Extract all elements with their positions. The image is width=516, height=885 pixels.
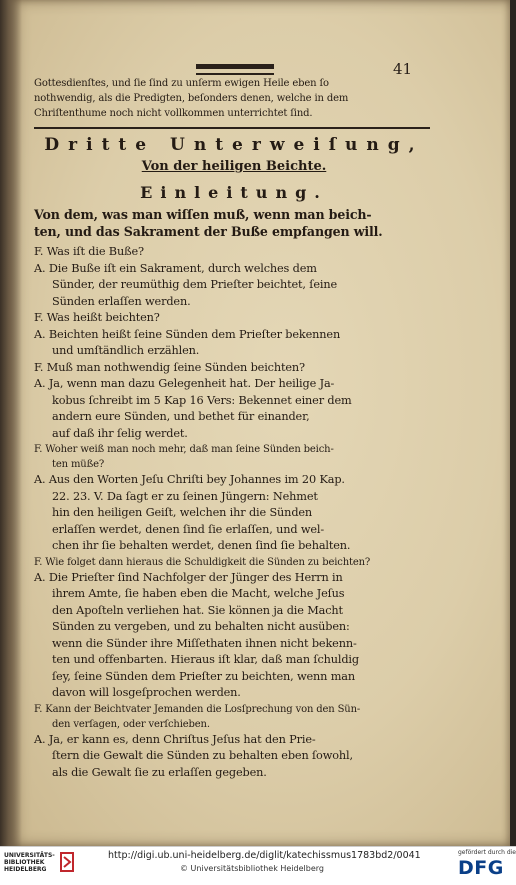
- header-rule-thick: [196, 64, 274, 69]
- body-line: wenn die Sünder ihre Miſſethaten ihnen nicht bekenn-: [52, 636, 357, 650]
- header-rule-thin: [196, 73, 274, 75]
- logo-line-1: UNIVERSITÄTS-: [4, 852, 55, 859]
- body-line: ſtern die Gewalt die Sünden zu behalten eben ſowohl,: [52, 749, 353, 762]
- carryover-paragraph: [34, 76, 434, 121]
- intro-line: Von dem, was man wiſſen muß, wenn man beich-: [34, 207, 372, 222]
- body-line: ten müße?: [52, 459, 105, 470]
- body-line: kobus ſchreibt im 5 Kap 16 Vers: Bekennet einer dem: [52, 393, 352, 407]
- body-line: F. Was iſt die Buße?: [34, 245, 144, 258]
- page-number: 41: [393, 60, 413, 78]
- body-line: Sünder, der reumüthig dem Prieſter beichtet, ſeine: [52, 278, 337, 291]
- body-line: A. Ja, er kann es, denn Chriſtus Jeſus hat den Prie-: [34, 732, 316, 746]
- carryover-line: Gottesdienſtes, und ſie ſind zu unſerm ewigen Heile eben ſo: [34, 78, 329, 89]
- page-text: [34, 76, 434, 781]
- body-line: auf daß ihr ſelig werdet.: [52, 426, 188, 440]
- section-subheading: Von der heiligen Beichte.: [141, 159, 327, 174]
- book-binding: [0, 0, 22, 846]
- body-line: den Apoſteln verliehen hat. Sie können ja die Macht: [52, 603, 343, 617]
- copyright-notice: © Universitätsbibliothek Heidelberg: [180, 864, 325, 873]
- body-line: als die Gewalt ſie zu erlaſſen gegeben.: [52, 765, 267, 779]
- body-line: F. Woher weiß man noch mehr, daß man ſeine Sünden beich-: [34, 444, 334, 455]
- body-line: A. Beichten heißt ſeine Sünden dem Prieſter bekennen: [34, 327, 341, 341]
- body-line: A. Die Buße iſt ein Sakrament, durch welches dem: [34, 261, 317, 275]
- body-line: A. Aus den Worten Jeſu Chriſti bey Johannes im 20 Kap.: [34, 473, 345, 486]
- intro-line: ten, und das Sakrament der Buße empfangen will.: [34, 224, 383, 239]
- body-line: A. Die Prieſter ſind Nachfolger der Jünger des Herrn in: [34, 570, 343, 584]
- body-line: andern eure Sünden, und bethet für einander,: [52, 410, 310, 423]
- body-line: A. Ja, wenn man dazu Gelegenheit hat. Der heilige Ja-: [34, 377, 335, 390]
- section-rule: [34, 127, 430, 129]
- introduction-heading: Einleitung.: [140, 183, 328, 202]
- catechism-body: [34, 244, 434, 781]
- body-line: Sünden zu vergeben, und zu behalten nicht ausüben:: [52, 620, 350, 633]
- university-library-logo[interactable]: [4, 852, 56, 873]
- body-line: Sünden erlaſſen werden.: [52, 294, 191, 308]
- body-line: ten und offenbarten. Hieraus iſt klar, daß man ſchuldig: [52, 653, 359, 666]
- body-line: F. Muß man nothwendig ſeine Sünden beichten?: [34, 360, 305, 374]
- body-line: und umſtändlich erzählen.: [52, 344, 200, 357]
- funding-label: gefördert durch die: [458, 849, 516, 856]
- body-line: erlaſſen werdet, denen ſind ſie erlaſſen, und wel-: [52, 522, 325, 536]
- logo-line-3: HEIDELBERG: [4, 866, 47, 873]
- body-line: ſey, ſeine Sünden dem Prieſter zu beichten, wenn man: [52, 669, 356, 683]
- intro-paragraph: [34, 206, 434, 240]
- body-line: F. Kann der Beichtvater Jemanden die Losſprechung von den Sün-: [34, 703, 361, 715]
- body-line: 22. 23. V. Da ſagt er zu ſeinen Jüngern: Nehmet: [52, 489, 318, 503]
- carryover-line: nothwendig, als die Predigten, beſonders denen, welche in dem: [34, 93, 349, 104]
- dfg-logo[interactable]: DFG: [458, 857, 504, 879]
- body-line: ihrem Amte, ſie haben eben die Macht, welche Jeſus: [52, 587, 345, 600]
- body-line: davon will losgeſprochen werden.: [52, 686, 241, 699]
- body-line: den verſagen, oder verſchieben.: [52, 718, 210, 730]
- body-line: F. Wie folget dann hieraus die Schuldigkeit die Sünden zu beichten?: [34, 556, 371, 568]
- body-line: F. Was heißt beichten?: [34, 311, 160, 324]
- logo-line-2: BIBLIOTHEK: [4, 859, 45, 866]
- library-emblem-icon: [60, 852, 74, 872]
- permalink-url[interactable]: http://digi.ub.uni-heidelberg.de/diglit/katechissmus1783bd2/0041: [108, 850, 421, 861]
- carryover-line: Chriſtenthume noch nicht vollkommen unterrichtet ſind.: [34, 108, 313, 119]
- body-line: hin den heiligen Geiſt, welchen ihr die Sünden: [52, 506, 313, 519]
- body-line: chen ihr ſie behalten werdet, denen ſind ſie behalten.: [52, 539, 351, 552]
- section-heading: Dritte Unterweiſung,: [44, 135, 424, 155]
